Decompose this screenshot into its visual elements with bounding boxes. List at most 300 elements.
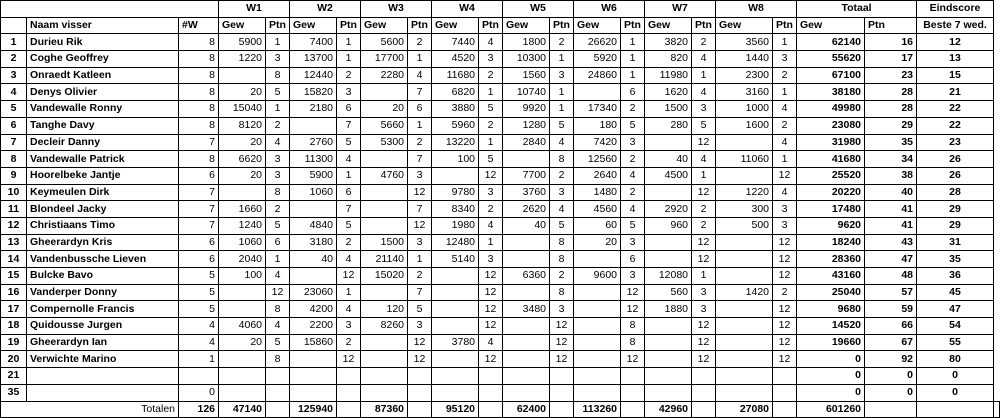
weight-cell: 2200: [290, 318, 337, 335]
weight-cell: 5140: [432, 251, 479, 268]
points-cell: 8: [550, 251, 574, 268]
best-score-cell: 15: [917, 67, 994, 84]
weight-cell: 12080: [645, 268, 692, 285]
weight-cell: [219, 351, 266, 368]
points-cell: [773, 368, 797, 385]
total-weight-cell: 41680: [797, 151, 865, 168]
total-weight-cell: 55620: [797, 51, 865, 68]
points-cell: 2: [337, 334, 361, 351]
points-cell: [773, 384, 797, 401]
weight-cell: 12560: [574, 151, 621, 168]
points-cell: 2: [550, 167, 574, 184]
best-score-cell: 80: [917, 351, 994, 368]
weight-cell: 11300: [290, 151, 337, 168]
table-row: [1, 318, 1000, 335]
weight-cell: 300: [716, 201, 773, 218]
weight-cell: 7700: [503, 167, 550, 184]
weight-cell: 10300: [503, 51, 550, 68]
totals-blank: [337, 401, 361, 418]
weight-cell: [361, 384, 408, 401]
weight-cell: 9600: [574, 268, 621, 285]
name-cell: Durieu Rik: [27, 34, 179, 51]
points-cell: 3: [550, 184, 574, 201]
points-cell: 6: [408, 101, 432, 118]
weight-cell: 20: [361, 101, 408, 118]
weight-cell: [432, 268, 479, 285]
points-cell: 5: [621, 117, 645, 134]
header-row-columns: [1, 17, 1000, 34]
weight-cell: [645, 251, 692, 268]
points-cell: 12: [692, 351, 716, 368]
points-cell: [550, 384, 574, 401]
points-cell: 12: [692, 184, 716, 201]
rank-cell: 2: [1, 51, 27, 68]
total-points-cell: 47: [865, 251, 917, 268]
points-cell: 3: [337, 318, 361, 335]
total-points-cell: 28: [865, 84, 917, 101]
points-cell: 5: [266, 217, 290, 234]
rank-cell: 10: [1, 184, 27, 201]
rank-cell: 9: [1, 167, 27, 184]
points-cell: 4: [266, 318, 290, 335]
points-cell: [408, 368, 432, 385]
total-points-cell: 48: [865, 268, 917, 285]
weight-cell: 5600: [361, 34, 408, 51]
header-ptn: Ptn: [479, 17, 503, 34]
weight-cell: [503, 251, 550, 268]
totals-blank: [917, 401, 994, 418]
points-cell: 2: [479, 117, 503, 134]
header-name: Naam visser: [27, 17, 179, 34]
weight-cell: 26620: [574, 34, 621, 51]
points-cell: 12: [479, 167, 503, 184]
header-week-6: W6: [574, 1, 645, 18]
weight-cell: 40: [645, 151, 692, 168]
name-cell: Vandenbussche Lieven: [27, 251, 179, 268]
table-row: [1, 151, 1000, 168]
points-cell: 12: [550, 351, 574, 368]
weight-cell: 5900: [290, 167, 337, 184]
weight-cell: [503, 318, 550, 335]
points-cell: 8: [266, 184, 290, 201]
points-cell: 3: [621, 134, 645, 151]
header-ptn: Ptn: [621, 17, 645, 34]
best-score-cell: 29: [917, 201, 994, 218]
header-no: [1, 17, 27, 34]
totals-label: Totalen: [1, 401, 179, 418]
weight-cell: 560: [645, 284, 692, 301]
table-row: [1, 184, 1000, 201]
header-week-4: W4: [432, 1, 503, 18]
weight-cell: 11060: [716, 151, 773, 168]
totals-row: [1, 401, 1000, 418]
total-weight-cell: 43160: [797, 268, 865, 285]
weight-cell: [361, 351, 408, 368]
weight-cell: 1660: [219, 201, 266, 218]
weight-cell: [574, 384, 621, 401]
points-cell: 3: [408, 234, 432, 251]
points-cell: 3: [479, 184, 503, 201]
points-cell: 2: [550, 268, 574, 285]
points-cell: 1: [266, 34, 290, 51]
name-cell: Denys Olivier: [27, 84, 179, 101]
count-cell: 7: [179, 134, 219, 151]
count-cell: [179, 368, 219, 385]
best-score-cell: 29: [917, 217, 994, 234]
header-gew: Gew: [361, 17, 408, 34]
rank-cell: 12: [1, 217, 27, 234]
points-cell: [337, 368, 361, 385]
points-cell: 12: [408, 351, 432, 368]
header-best: Beste 7 wed.: [917, 17, 994, 34]
rank-cell: 35: [1, 384, 27, 401]
table-row: [1, 334, 1000, 351]
weight-cell: 820: [645, 51, 692, 68]
weight-cell: 7440: [432, 34, 479, 51]
points-cell: 6: [337, 101, 361, 118]
weight-cell: [361, 84, 408, 101]
weight-cell: [716, 368, 773, 385]
weight-cell: 2920: [645, 201, 692, 218]
points-cell: 8: [266, 351, 290, 368]
points-cell: 2: [408, 268, 432, 285]
total-weight-cell: 0: [797, 384, 865, 401]
header-week-5: W5: [503, 1, 574, 18]
points-cell: 12: [550, 334, 574, 351]
count-cell: 7: [179, 184, 219, 201]
rank-cell: 3: [1, 67, 27, 84]
header-ptn: Ptn: [550, 17, 574, 34]
points-cell: 4: [266, 268, 290, 285]
totals-week-weight: 95120: [432, 401, 479, 418]
weight-cell: [361, 368, 408, 385]
rank-cell: 5: [1, 101, 27, 118]
weight-cell: 7420: [574, 134, 621, 151]
points-cell: 1: [337, 51, 361, 68]
weight-cell: 120: [361, 301, 408, 318]
weight-cell: 12480: [432, 234, 479, 251]
points-cell: 3: [692, 301, 716, 318]
total-points-cell: 92: [865, 351, 917, 368]
weight-cell: [503, 234, 550, 251]
weight-cell: 24860: [574, 67, 621, 84]
weight-cell: [219, 301, 266, 318]
totals-blank: [773, 401, 797, 418]
weight-cell: 1800: [503, 34, 550, 51]
points-cell: 4: [266, 134, 290, 151]
table-row: [1, 301, 1000, 318]
header-gew: Gew: [645, 17, 692, 34]
points-cell: 7: [408, 84, 432, 101]
totals-grand: 601260: [797, 401, 865, 418]
points-cell: 5: [479, 151, 503, 168]
weight-cell: [290, 268, 337, 285]
weight-cell: [574, 368, 621, 385]
totals-week-weight: 27080: [716, 401, 773, 418]
totals-week-weight: 42960: [645, 401, 692, 418]
weight-cell: 6820: [432, 84, 479, 101]
count-cell: 8: [179, 34, 219, 51]
name-cell: Vanderper Donny: [27, 284, 179, 301]
weight-cell: [219, 67, 266, 84]
points-cell: 12: [408, 184, 432, 201]
name-cell: Verwichte Marino: [27, 351, 179, 368]
count-cell: 6: [179, 251, 219, 268]
best-score-cell: 0: [917, 368, 994, 385]
total-points-cell: 35: [865, 134, 917, 151]
rank-cell: 7: [1, 134, 27, 151]
total-weight-cell: 0: [797, 368, 865, 385]
weight-cell: 2640: [574, 167, 621, 184]
total-weight-cell: 19660: [797, 334, 865, 351]
points-cell: 12: [479, 284, 503, 301]
points-cell: 3: [266, 51, 290, 68]
weight-cell: [361, 151, 408, 168]
header-blank: [1, 1, 219, 18]
points-cell: 6: [337, 184, 361, 201]
weight-cell: 4520: [432, 51, 479, 68]
total-weight-cell: 28360: [797, 251, 865, 268]
points-cell: [621, 368, 645, 385]
best-score-cell: 36: [917, 268, 994, 285]
weight-cell: 40: [503, 217, 550, 234]
weight-cell: 1000: [716, 101, 773, 118]
points-cell: 12: [479, 318, 503, 335]
weight-cell: [716, 384, 773, 401]
points-cell: 5: [266, 334, 290, 351]
count-cell: 5: [179, 301, 219, 318]
weight-cell: 1060: [219, 234, 266, 251]
total-points-cell: 43: [865, 234, 917, 251]
weight-cell: 1060: [290, 184, 337, 201]
weight-cell: [645, 351, 692, 368]
points-cell: 2: [266, 201, 290, 218]
total-points-cell: 16: [865, 34, 917, 51]
total-points-cell: 40: [865, 184, 917, 201]
points-cell: [408, 384, 432, 401]
table-row: [1, 251, 1000, 268]
weight-cell: 15860: [290, 334, 337, 351]
total-points-cell: 59: [865, 301, 917, 318]
total-points-cell: 66: [865, 318, 917, 335]
points-cell: 1: [550, 101, 574, 118]
weight-cell: 4060: [219, 318, 266, 335]
points-cell: 12: [266, 284, 290, 301]
points-cell: 4: [692, 84, 716, 101]
weight-cell: 2040: [219, 251, 266, 268]
points-cell: 12: [692, 318, 716, 335]
points-cell: 12: [337, 268, 361, 285]
weight-cell: 1420: [716, 284, 773, 301]
best-score-cell: 45: [917, 284, 994, 301]
header-row-groups: [1, 1, 1000, 18]
points-cell: 1: [479, 84, 503, 101]
count-cell: 6: [179, 167, 219, 184]
weight-cell: 3760: [503, 184, 550, 201]
points-cell: 12: [773, 301, 797, 318]
points-cell: 7: [408, 201, 432, 218]
rank-cell: 4: [1, 84, 27, 101]
weight-cell: 60: [574, 217, 621, 234]
weight-cell: 10740: [503, 84, 550, 101]
name-cell: Blondeel Jacky: [27, 201, 179, 218]
totals-blank: [479, 401, 503, 418]
header-gew: Gew: [574, 17, 621, 34]
total-weight-cell: 20220: [797, 184, 865, 201]
weight-cell: 9920: [503, 101, 550, 118]
weight-cell: 3780: [432, 334, 479, 351]
weight-cell: [290, 201, 337, 218]
weight-cell: [574, 351, 621, 368]
points-cell: 5: [266, 84, 290, 101]
table-row: [1, 167, 1000, 184]
points-cell: 4: [621, 201, 645, 218]
weight-cell: 1220: [219, 51, 266, 68]
weight-cell: [361, 184, 408, 201]
total-points-cell: 67: [865, 334, 917, 351]
totals-blank: [865, 401, 917, 418]
count-cell: 5: [179, 268, 219, 285]
weight-cell: [432, 284, 479, 301]
count-cell: 0: [179, 384, 219, 401]
count-cell: 8: [179, 101, 219, 118]
weight-cell: [290, 384, 337, 401]
points-cell: 12: [773, 167, 797, 184]
table-row: [1, 51, 1000, 68]
weight-cell: 180: [574, 117, 621, 134]
header-final-score: Eindscore: [917, 1, 994, 18]
name-cell: Onraedt Katleen: [27, 67, 179, 84]
count-cell: 7: [179, 201, 219, 218]
points-cell: 12: [773, 268, 797, 285]
points-cell: 12: [773, 251, 797, 268]
weight-cell: 1600: [716, 117, 773, 134]
points-cell: 4: [337, 301, 361, 318]
weight-cell: [716, 134, 773, 151]
weight-cell: 3880: [432, 101, 479, 118]
points-cell: 12: [773, 318, 797, 335]
rank-cell: 18: [1, 318, 27, 335]
total-points-cell: 23: [865, 67, 917, 84]
total-weight-cell: 67100: [797, 67, 865, 84]
weight-cell: 4200: [290, 301, 337, 318]
count-cell: 4: [179, 334, 219, 351]
weight-cell: 5660: [361, 117, 408, 134]
weight-cell: 280: [645, 117, 692, 134]
weight-cell: 4500: [645, 167, 692, 184]
total-points-cell: 38: [865, 167, 917, 184]
best-score-cell: 47: [917, 301, 994, 318]
points-cell: 1: [692, 268, 716, 285]
rank-cell: 17: [1, 301, 27, 318]
points-cell: 2: [692, 34, 716, 51]
total-points-cell: 17: [865, 51, 917, 68]
weight-cell: [361, 334, 408, 351]
points-cell: 1: [692, 167, 716, 184]
weight-cell: 3180: [290, 234, 337, 251]
weight-cell: 15820: [290, 84, 337, 101]
weight-cell: 1560: [503, 67, 550, 84]
points-cell: 6: [621, 251, 645, 268]
weight-cell: [219, 284, 266, 301]
header-week-7: W7: [645, 1, 716, 18]
header-ptn: Ptn: [337, 17, 361, 34]
weight-cell: [716, 268, 773, 285]
count-cell: 5: [179, 284, 219, 301]
weight-cell: [503, 351, 550, 368]
points-cell: 12: [621, 284, 645, 301]
points-cell: 3: [773, 51, 797, 68]
weight-cell: [645, 368, 692, 385]
points-cell: 4: [408, 67, 432, 84]
header-ptn: Ptn: [692, 17, 716, 34]
points-cell: [479, 368, 503, 385]
points-cell: 3: [479, 251, 503, 268]
points-cell: 4: [692, 151, 716, 168]
points-cell: 4: [479, 34, 503, 51]
weight-cell: 20: [574, 234, 621, 251]
weight-cell: 3480: [503, 301, 550, 318]
points-cell: 12: [621, 351, 645, 368]
total-weight-cell: 31980: [797, 134, 865, 151]
total-weight-cell: 14520: [797, 318, 865, 335]
weight-cell: [716, 301, 773, 318]
weight-cell: 9780: [432, 184, 479, 201]
weight-cell: [503, 151, 550, 168]
points-cell: 5: [692, 117, 716, 134]
points-cell: 2: [408, 34, 432, 51]
points-cell: 1: [408, 251, 432, 268]
points-cell: 1: [337, 167, 361, 184]
header-week-3: W3: [361, 1, 432, 18]
header-gew: Gew: [290, 17, 337, 34]
rank-cell: 19: [1, 334, 27, 351]
weight-cell: 100: [219, 268, 266, 285]
weight-cell: 17700: [361, 51, 408, 68]
rank-cell: 1: [1, 34, 27, 51]
weight-cell: [361, 201, 408, 218]
weight-cell: 1220: [716, 184, 773, 201]
count-cell: 1: [179, 351, 219, 368]
totals-blank: [994, 401, 1000, 418]
total-weight-cell: 17480: [797, 201, 865, 218]
best-score-cell: 26: [917, 151, 994, 168]
points-cell: 12: [621, 301, 645, 318]
weight-cell: 13220: [432, 134, 479, 151]
weight-cell: 2300: [716, 67, 773, 84]
points-cell: 12: [692, 134, 716, 151]
count-cell: 6: [179, 234, 219, 251]
rank-cell: 20: [1, 351, 27, 368]
points-cell: 5: [337, 134, 361, 151]
weight-cell: 100: [432, 151, 479, 168]
weight-cell: 5300: [361, 134, 408, 151]
points-cell: 2: [773, 284, 797, 301]
weight-cell: 13700: [290, 51, 337, 68]
points-cell: 1: [773, 84, 797, 101]
points-cell: 5: [479, 101, 503, 118]
weight-cell: [645, 134, 692, 151]
weight-cell: [645, 318, 692, 335]
count-cell: 8: [179, 84, 219, 101]
weight-cell: [290, 351, 337, 368]
header-week-1: W1: [219, 1, 290, 18]
total-weight-cell: 25520: [797, 167, 865, 184]
points-cell: 12: [773, 234, 797, 251]
points-cell: 2: [692, 217, 716, 234]
header-ptn: Ptn: [773, 17, 797, 34]
count-cell: 8: [179, 151, 219, 168]
